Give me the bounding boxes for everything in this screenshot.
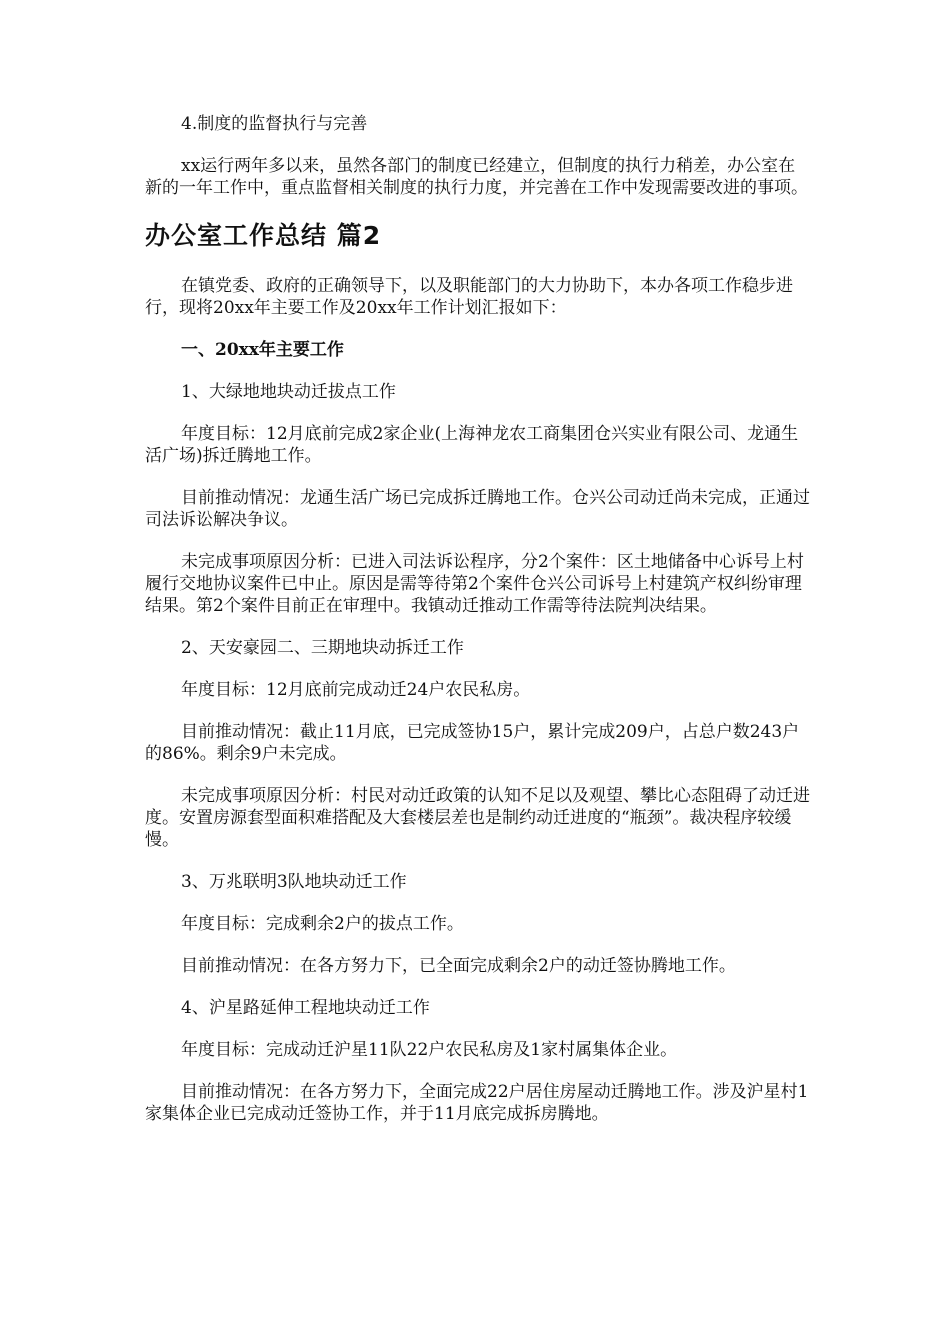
item-title-4: 4.制度的监督执行与完善 <box>181 114 368 134</box>
item-1-target: 年度目标：12月底前完成2家企业(上海神龙农工商集团仓兴实业有限公司、龙通生活广场)拆迁腾地工作。 <box>145 424 799 466</box>
item-3-target: 年度目标：完成剩余2户的拔点工作。 <box>181 914 464 934</box>
item-2-analysis: 未完成事项原因分析：村民对动迁政策的认知不足以及观望、攀比心态阻碍了动迁进度。安置房源套型面积难搭配及大套楼层差也是制约动迁进度的“瓶颈”。裁决程序较缓慢。 <box>145 786 810 850</box>
intro-paragraph: 在镇党委、政府的正确领导下，以及职能部门的大力协助下，本办各项工作稳步进行，现将20xx年主要工作及20xx年工作计划汇报如下： <box>145 276 793 318</box>
part-title: 一、20xx年主要工作 <box>181 340 344 360</box>
item-3-progress: 目前推动情况：在各方努力下，已全面完成剩余2户的动迁签协腾地工作。 <box>181 956 736 976</box>
item-4-progress: 目前推动情况：在各方努力下，全面完成22户居住房屋动迁腾地工作。涉及沪星村1家集体企业已完成动迁签协工作，并于11月底完成拆房腾地。 <box>145 1082 809 1124</box>
item-4-target: 年度目标：完成动迁沪星11队22户农民私房及1家村属集体企业。 <box>181 1040 678 1060</box>
item-2-progress: 目前推动情况：截止11月底，已完成签协15户，累计完成209户，占总户数243户的86%。剩余9户未完成。 <box>145 722 800 764</box>
item-1-title: 1、大绿地地块动迁拔点工作 <box>181 382 396 402</box>
section-heading: 办公室工作总结 篇2 <box>145 221 382 250</box>
document-content <box>145 113 810 1145</box>
item-1-analysis: 未完成事项原因分析：已进入司法诉讼程序，分2个案件：区土地储备中心诉号上村履行交地协议案件已中止。原因是需等待第2个案件仓兴公司诉号上村建筑产权纠纷审理结果。第2个案件目前正在审理中。我镇动迁推动工作需等待法院判决结果。 <box>145 552 804 616</box>
item-1-progress: 目前推动情况：龙通生活广场已完成拆迁腾地工作。仓兴公司动迁尚未完成，正通过司法诉讼解决争议。 <box>145 488 810 530</box>
item-3-title: 3、万兆联明3队地块动迁工作 <box>181 872 407 892</box>
item-4-title: 4、沪星路延伸工程地块动迁工作 <box>181 998 430 1018</box>
item-2-target: 年度目标：12月底前完成动迁24户农民私房。 <box>181 680 531 700</box>
item-2-title: 2、天安豪园二、三期地块动拆迁工作 <box>181 638 464 658</box>
item-body-4: xx运行两年多以来，虽然各部门的制度已经建立，但制度的执行力稍差，办公室在新的一年工作中，重点监督相关制度的执行力度，并完善在工作中发现需要改进的事项。 <box>145 156 808 198</box>
